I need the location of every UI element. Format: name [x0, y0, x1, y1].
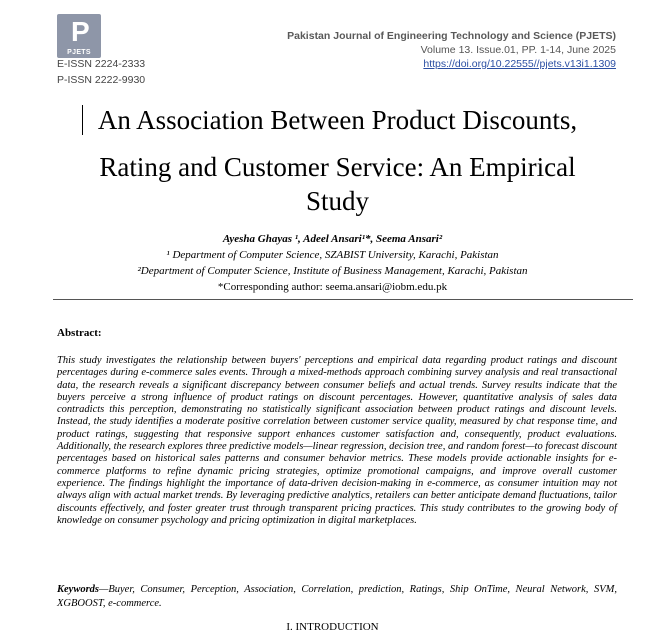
journal-name: Pakistan Journal of Engineering Technology and Science (PJETS) [287, 30, 616, 42]
e-issn: E-ISSN 2224-2333 [57, 58, 146, 70]
volume-info: Volume 13. Issue.01, PP. 1-14, June 2025 [420, 44, 616, 56]
doi-link[interactable]: https://doi.org/10.22555//pjets.v13i1.1309 [423, 58, 616, 70]
p-issn: P-ISSN 2222-9930 [57, 74, 146, 86]
corresponding-author: *Corresponding author: seema.ansari@iobm.edu.pk [217, 281, 448, 293]
author-list: Ayesha Ghayas ¹, Adeel Ansari¹*, Seema Ansari² [222, 233, 443, 245]
title-line-3: Study [305, 186, 370, 216]
affiliation-2: ²Department of Computer Science, Institute of Business Management, Karachi, Pakistan [137, 265, 528, 277]
logo-mark-icon: P [71, 16, 90, 47]
title-line-2: Rating and Customer Service: An Empirical [99, 152, 576, 182]
title-line-1: An Association Between Product Discounts, [97, 105, 578, 135]
affiliation-1: ¹ Department of Computer Science, SZABIST University, Karachi, Pakistan [166, 249, 499, 261]
abstract-text: This study investigates the relationship between buyers' perceptions and empirical data regarding product ratings and discount percentages during e-commerce sales events. Through a mixed-methods approach combining survey analysis and real transactional data, the research reveals a significant discrepancy between consumer beliefs and actual trends. Survey results indicate that the buyers perceive a strong influence of product ratings on discount percentages. However, quantitative analysis of sales data contradicts this perception, demonstrating no statistically significant association between product ratings and discount levels. Instead, the study identifies a moderate positive correlation between customer service quality, measured by chat response time, and product ratings, suggesting that responsive support enhances customer satisfaction and, consequently, product evaluations. Additionally, the research explores three predictive models—linear regression, decision tree, and random forest—to forecast discount percentages based on historical sales patterns and consumer behavior metrics. These models provide actionable insights for e-commerce platforms to refine dynamic pricing strategies, optimize promotional campaigns, and improve overall customer experience. The findings highlight the importance of data-driven decision-making in e-commerce, as consumer intuition may not always align with actual market trends. By leveraging predictive analytics, retailers can better anticipate demand fluctuations, tailor discounts effectively, and foster greater trust through transparent pricing practices. This study contributes to the growing body of knowledge on consumer psychology and pricing optimization in digital marketplaces. [57, 355, 617, 526]
keywords-label: Keywords [57, 584, 99, 595]
keywords-text: —Buyer, Consumer, Perception, Association, Correlation, prediction, Ratings, Ship OnTime, Neural Network, SVM, XGBOOST, e-commerce. [57, 584, 617, 609]
journal-logo [57, 14, 101, 58]
logo-abbr: PJETS [67, 49, 91, 56]
keywords-block [57, 583, 617, 611]
abstract-heading: Abstract: [57, 327, 102, 339]
section-heading: I. INTRODUCTION [286, 621, 379, 633]
header-divider [53, 299, 633, 300]
